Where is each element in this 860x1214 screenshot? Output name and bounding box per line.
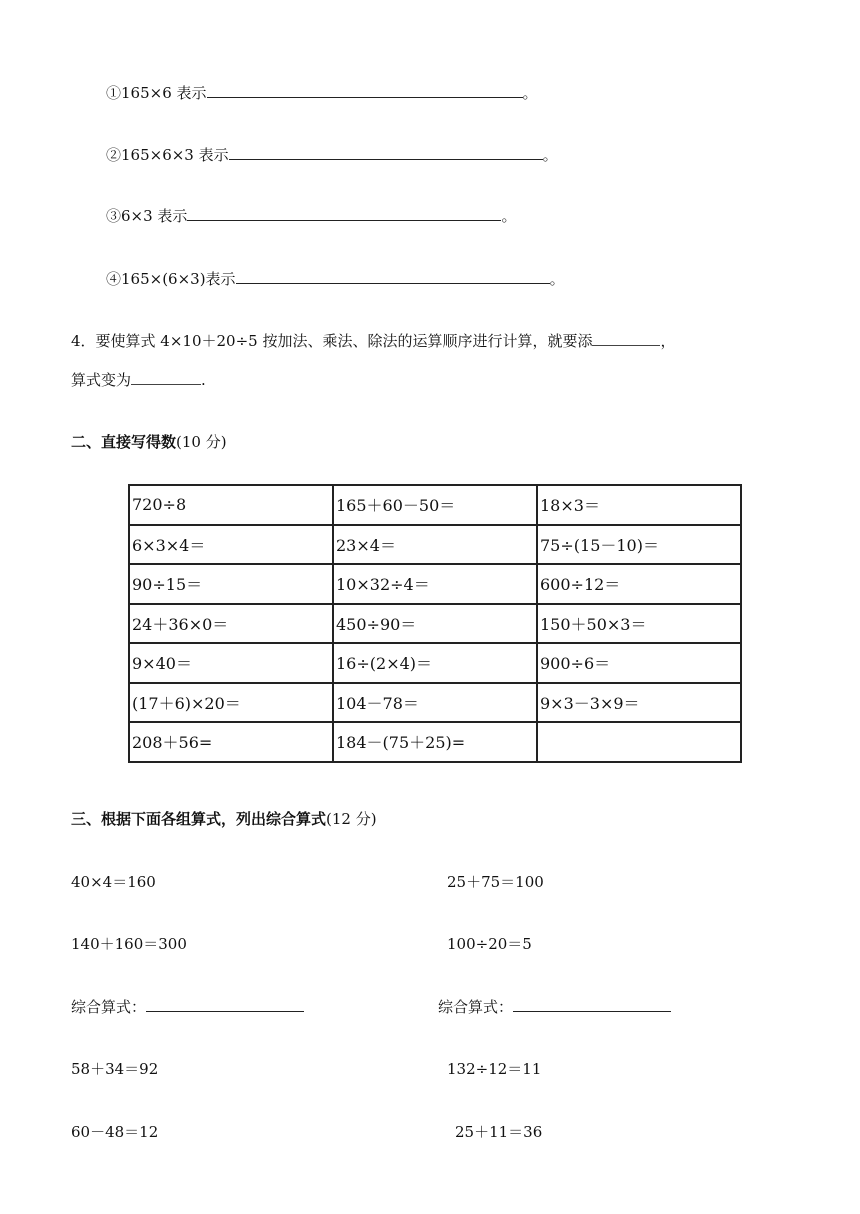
q3-item-text: ③6×3 表示	[106, 207, 188, 225]
q4-line-1	[71, 330, 676, 351]
calc-cell: 184－(75＋25)=	[333, 722, 537, 762]
calc-cell: 90÷15＝	[129, 564, 333, 604]
calc-row	[129, 525, 741, 565]
answer-blank[interactable]	[513, 996, 671, 1012]
calc-row	[129, 604, 741, 644]
calc-cell: 150＋50×3＝	[537, 604, 741, 644]
calc-cell: 16÷(2×4)＝	[333, 643, 537, 683]
calc-cell: 9×40＝	[129, 643, 333, 683]
calc-cell: 208＋56=	[129, 722, 333, 762]
calc-cell: 24＋36×0＝	[129, 604, 333, 644]
section-score: (10 分)	[176, 433, 227, 451]
answer-blank[interactable]	[592, 330, 660, 346]
calc-cell: (17＋6)×20＝	[129, 683, 333, 723]
q4-end: .	[201, 371, 206, 389]
section-score: (12 分)	[326, 810, 377, 828]
calc-cell: 9×3－3×9＝	[537, 683, 741, 723]
q3-item-1	[106, 82, 538, 103]
calc-cell: 75÷(15－10)＝	[537, 525, 741, 565]
calc-cell: 165＋60－50＝	[333, 485, 537, 525]
equation: 25＋11＝36	[455, 1123, 543, 1141]
answer-blank[interactable]	[146, 996, 304, 1012]
q4-text: 4．要使算式 4×10＋20÷5 按加法、乘法、除法的运算顺序进行计算，就要添	[71, 332, 593, 350]
answer-blank[interactable]	[187, 205, 501, 221]
q4-end: ，	[660, 332, 676, 350]
calc-cell: 900÷6＝	[537, 643, 741, 683]
calc-cell: 6×3×4＝	[129, 525, 333, 565]
section-title: 三、根据下面各组算式，列出综合算式	[71, 810, 327, 828]
calc-row	[129, 485, 741, 525]
q3-item-end: 。	[522, 84, 538, 102]
calc-cell: 23×4＝	[333, 525, 537, 565]
combined-formula-left	[71, 996, 304, 1017]
calc-cell: 10×32÷4＝	[333, 564, 537, 604]
q3-item-2	[106, 144, 558, 165]
equation: 25＋75＝100	[447, 873, 544, 891]
calc-cell: 450÷90＝	[333, 604, 537, 644]
equation: 58＋34＝92	[71, 1060, 159, 1078]
q3-item-end: 。	[542, 146, 558, 164]
equation: 140＋160＝300	[71, 935, 187, 953]
equation: 132÷12＝11	[447, 1060, 542, 1078]
equation: 100÷20＝5	[447, 935, 532, 953]
q3-item-3	[106, 205, 516, 226]
combined-label: 综合算式：	[71, 998, 147, 1016]
q4-text: 算式变为	[71, 371, 132, 389]
q3-item-end: 。	[549, 270, 565, 288]
answer-blank[interactable]	[236, 268, 550, 284]
calc-cell: 600÷12＝	[537, 564, 741, 604]
calc-cell: 18×3＝	[537, 485, 741, 525]
q3-item-text: ④165×(6×3)表示	[106, 270, 236, 288]
calc-table	[128, 484, 742, 763]
section-2-heading	[71, 432, 227, 452]
section-3-heading	[71, 809, 377, 829]
answer-blank[interactable]	[131, 369, 201, 385]
q4-line-2	[71, 369, 206, 390]
calc-row	[129, 564, 741, 604]
calc-cell: 104－78＝	[333, 683, 537, 723]
calc-cell: 720÷8	[129, 485, 333, 525]
calc-row	[129, 643, 741, 683]
q3-item-text: ②165×6×3 表示	[106, 146, 229, 164]
calc-cell	[537, 722, 741, 762]
combined-formula-right	[438, 996, 671, 1017]
equation: 40×4＝160	[71, 873, 156, 891]
calc-row	[129, 722, 741, 762]
combined-label: 综合算式：	[438, 998, 514, 1016]
section-title: 二、直接写得数	[71, 433, 177, 451]
equation: 60－48＝12	[71, 1123, 159, 1141]
answer-blank[interactable]	[229, 144, 543, 160]
q3-item-end: 。	[501, 207, 517, 225]
calc-row	[129, 683, 741, 723]
q3-item-4	[106, 268, 565, 289]
answer-blank[interactable]	[207, 82, 523, 98]
q3-item-text: ①165×6 表示	[106, 84, 207, 102]
